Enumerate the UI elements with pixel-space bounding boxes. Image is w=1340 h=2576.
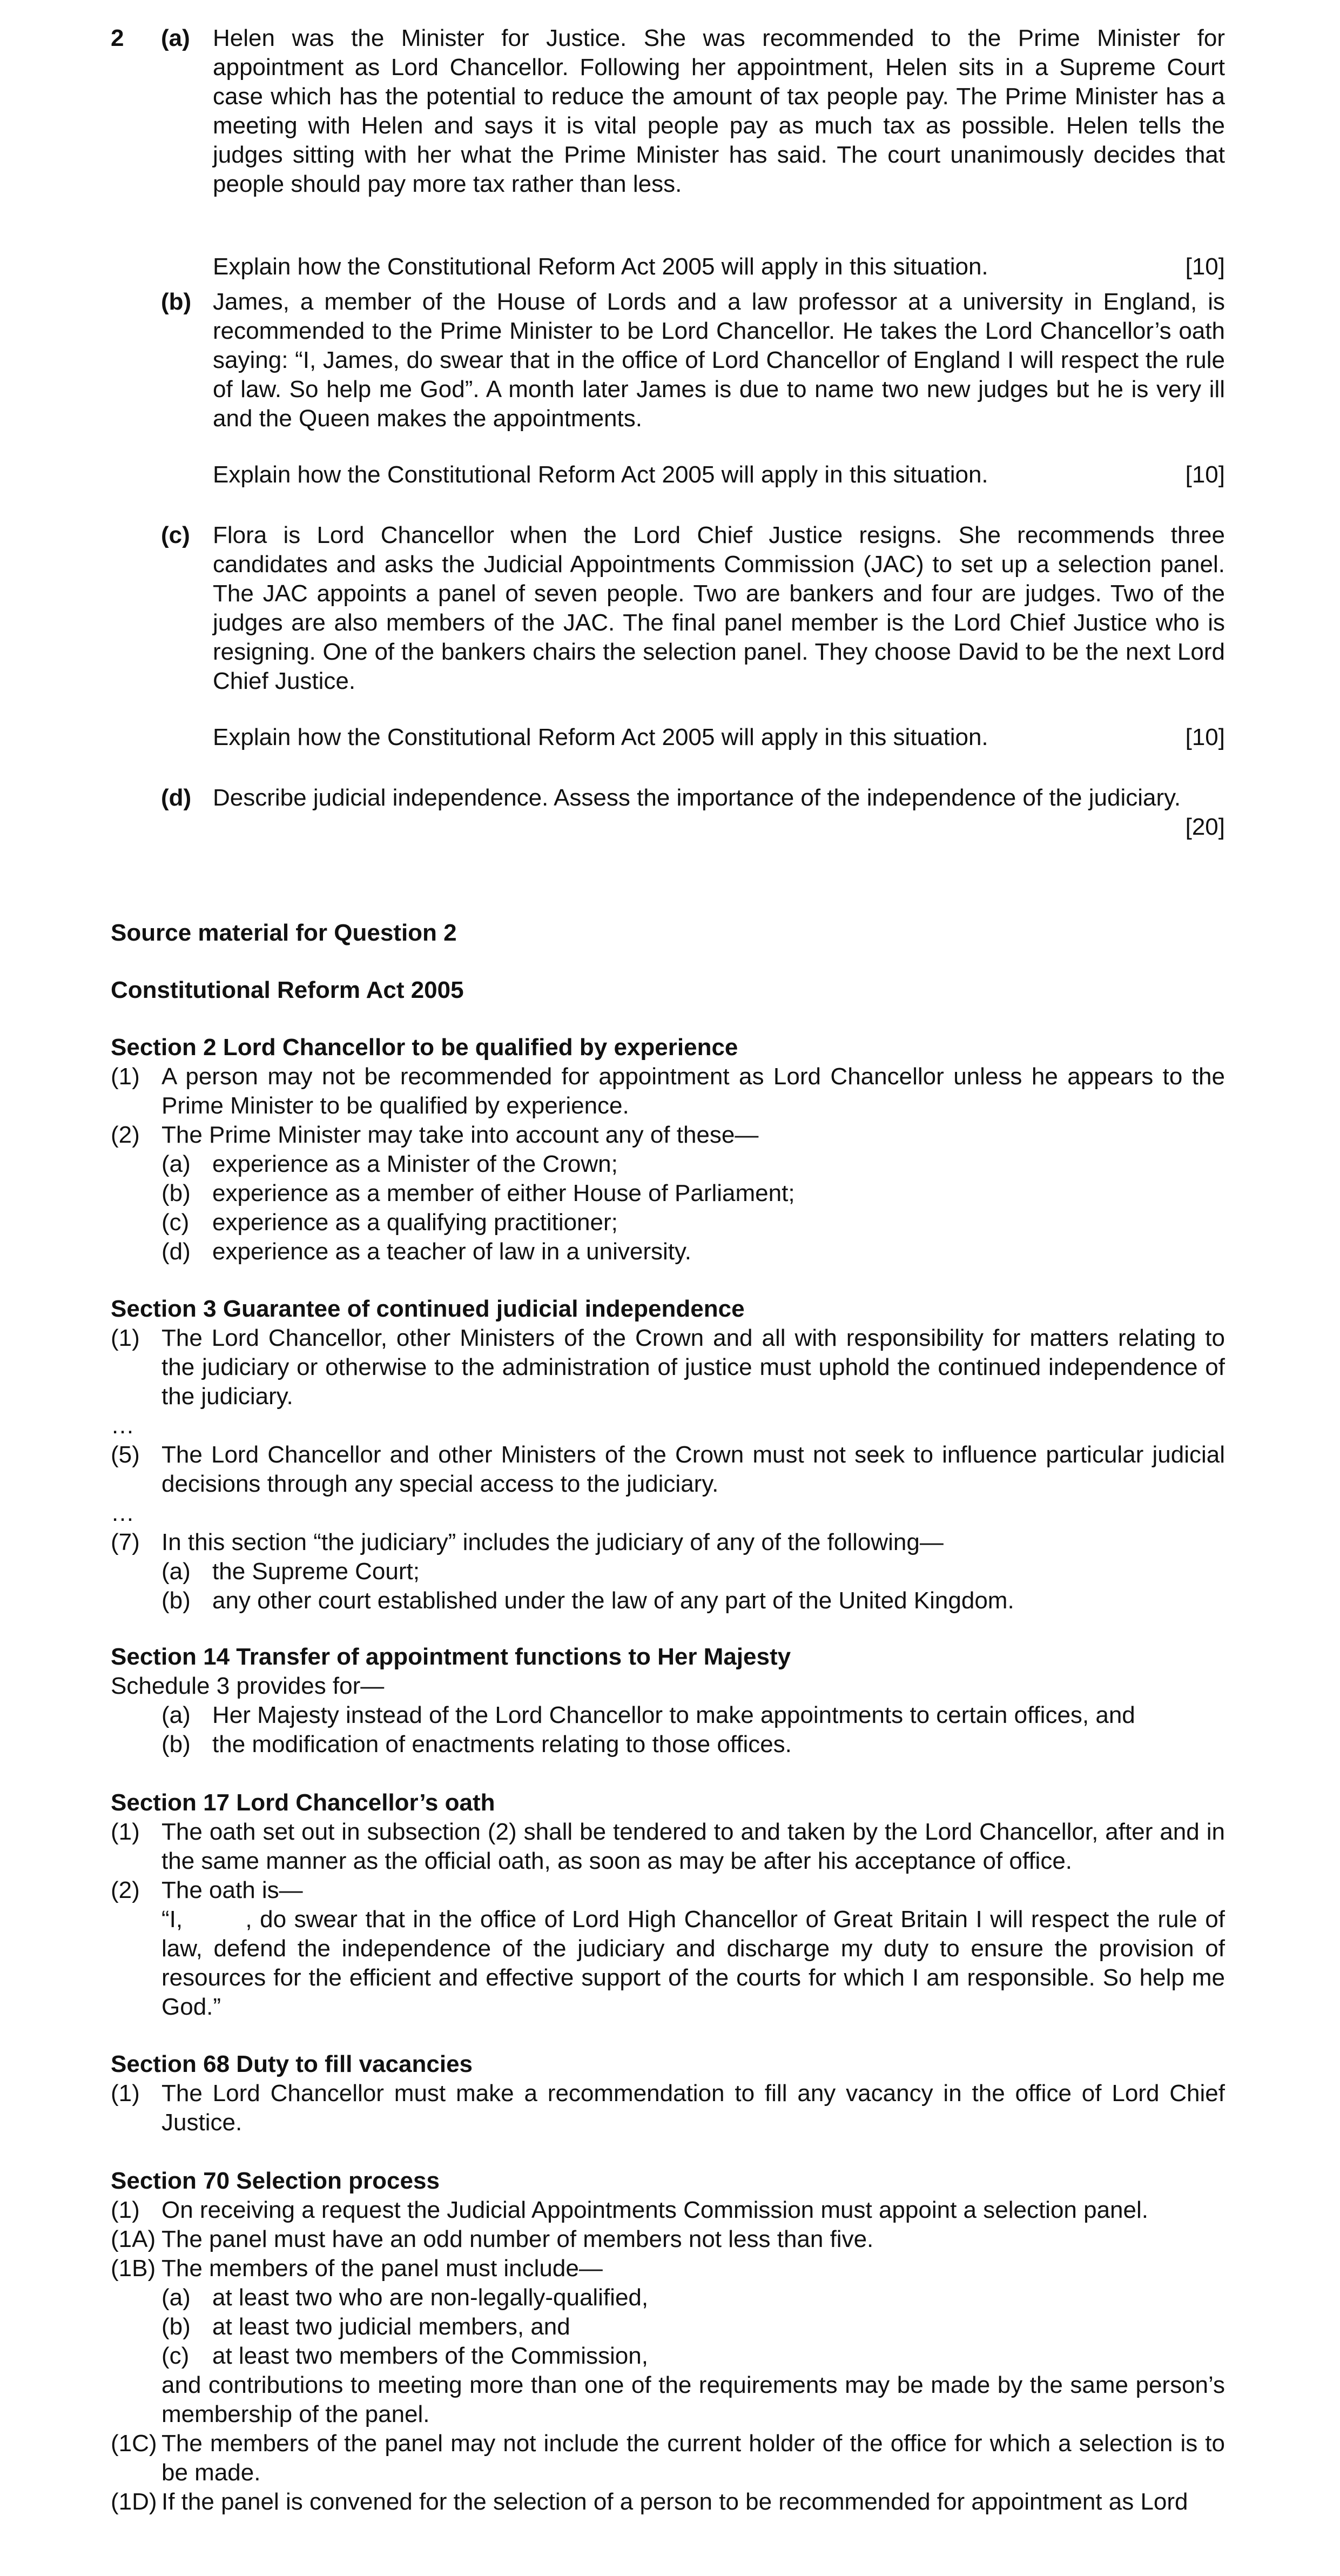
subsection: [111, 1121, 1225, 1150]
list-item: [111, 2283, 1225, 2312]
section-17: [111, 1788, 1232, 2022]
list-item: [111, 2312, 1225, 2342]
list-item: [111, 1208, 1225, 1237]
item-text: experience as a teacher of law in a university.: [212, 1238, 691, 1265]
item-label: (d): [161, 1238, 191, 1265]
instruction-text: Explain how the Constitutional Reform Act 2005 will apply in this situation.: [213, 253, 988, 280]
section-title: Section 3 Guarantee of continued judicial independence: [111, 1296, 745, 1322]
part-label: (b): [161, 289, 192, 315]
question-part-a: [161, 24, 1225, 280]
subsection-text: The oath set out in subsection (2) shall be tendered to and taken by the Lord Chancellor, after and in the same manner as the official oath, as soon as may be after his acceptance of office.: [161, 1819, 1225, 1874]
part-label: (d): [161, 784, 192, 811]
part-text: Helen was the Minister for Justice. She was recommended to the Prime Minister for appointment as Lord Chancellor. Following her appointment, Helen sits in a Supreme Court case which has the potential to reduce the amount of tax people pay. The Prime Minister has a meeting with Helen and says it is vital people pay as much tax as possible. Helen tells the judges sitting with her what the Prime Minister has said. The court unanimously decides that people should pay more tax rather than less.: [213, 25, 1225, 197]
item-label: (a): [161, 1558, 191, 1585]
subsection-number: (2): [111, 1122, 140, 1148]
part-instruction: [213, 252, 1225, 281]
item-label: (b): [161, 1587, 191, 1614]
item-label: (a): [161, 1151, 191, 1177]
subsection: [111, 1324, 1225, 1411]
instruction-text: Explain how the Constitutional Reform Act 2005 will apply in this situation.: [213, 461, 988, 488]
subsection-text: On receiving a request the Judicial Appointments Commission must appoint a selection panel.: [161, 2197, 1148, 2223]
item-text: experience as a Minister of the Crown;: [212, 1151, 618, 1177]
subsection: [111, 1440, 1225, 1499]
part-label: (c): [161, 522, 190, 548]
subsection: [111, 2487, 1225, 2517]
section-3: [111, 1294, 1225, 1615]
ellipsis: …: [111, 1412, 134, 1439]
section-14: [111, 1642, 1225, 1759]
part-text: James, a member of the House of Lords and a law professor at a university in England, is recommended to the Prime Minister to be Lord Chancellor. He takes the Lord Chancellor’s oath saying: “I, James, do swear that in the office of Lord Chancellor of England I will respect the rule of law. So help me God”. A month later James is due to name two new judges but he is very ill and the Queen makes the appointments.: [213, 289, 1225, 432]
subsection-text: If the panel is convened for the selection of a person to be recommended for appointment as Lord: [161, 2488, 1188, 2515]
marks: [10]: [1185, 253, 1225, 280]
subsection-text: The Lord Chancellor and other Ministers of the Crown must not seek to influence particular judicial decisions through any special access to the judiciary.: [161, 1441, 1225, 1497]
subsection-text: In this section “the judiciary” includes the judiciary of any of the following—: [161, 1529, 944, 1555]
list-item: [111, 1179, 1225, 1208]
item-text: experience as a qualifying practitioner;: [212, 1209, 618, 1236]
subsection: [111, 1876, 1225, 1905]
subsection-text: The members of the panel must include—: [161, 2255, 603, 2282]
item-text: experience as a member of either House of Parliament;: [212, 1180, 795, 1206]
marks: [10]: [1185, 724, 1225, 750]
subsection-number: (1A): [111, 2226, 156, 2252]
subsection-number: (1): [111, 2197, 140, 2223]
item-text: at least two who are non-legally-qualified,: [212, 2284, 649, 2311]
subsection: [111, 2196, 1225, 2225]
subsection-number: (1B): [111, 2255, 156, 2282]
subsection-number: (1): [111, 2080, 140, 2107]
marks: [10]: [1185, 461, 1225, 488]
item-text: any other court established under the law of any part of the United Kingdom.: [212, 1587, 1014, 1614]
section-title: Section 14 Transfer of appointment functions to Her Majesty: [111, 1643, 791, 1670]
section-title: Section 17 Lord Chancellor’s oath: [111, 1789, 495, 1816]
source-heading: Source material for Question 2: [111, 920, 457, 946]
question-number: 2: [111, 25, 124, 51]
subsection-text: The members of the panel may not include the current holder of the office for which a selection is to be made.: [161, 2430, 1225, 2486]
part-instruction: [213, 460, 1225, 489]
list-item: [111, 1701, 1225, 1730]
section-2: [111, 1033, 1225, 1266]
item-text: at least two judicial members, and: [212, 2313, 570, 2340]
item-text: Her Majesty instead of the Lord Chancellor to make appointments to certain offices, and: [212, 1702, 1135, 1728]
subsection-number: (1D): [111, 2488, 157, 2515]
subsection: [111, 2254, 1225, 2283]
list-item: [111, 2342, 1225, 2371]
item-text: at least two members of the Commission,: [212, 2343, 648, 2369]
instruction-text: Explain how the Constitutional Reform Act 2005 will apply in this situation.: [213, 724, 988, 750]
act-title: Constitutional Reform Act 2005: [111, 977, 464, 1003]
section-title: Section 70 Selection process: [111, 2168, 440, 2194]
item-text: the modification of enactments relating to those offices.: [212, 1731, 792, 1757]
subsection-number: (1C): [111, 2430, 157, 2457]
subsection: [111, 1528, 1225, 1557]
item-label: (b): [161, 1180, 191, 1206]
item-label: (a): [161, 2284, 191, 2311]
subsection-number: (1): [111, 1325, 140, 1351]
subsection-number: (7): [111, 1529, 140, 1555]
subsection-text: The Prime Minister may take into account any of these—: [161, 1122, 759, 1148]
ellipsis: …: [111, 1500, 134, 1526]
item-label: (c): [161, 1209, 190, 1236]
part-text: Flora is Lord Chancellor when the Lord Chief Justice resigns. She recommends three candidates and asks the Judicial Appointments Commission (JAC) to set up a selection panel. The JAC appoints a panel of seven people. Two are bankers and four are judges. Two of the judges are also members of the JAC. The final panel member is the Lord Chief Justice who is resigning. One of the bankers chairs the selection panel. They choose David to be the next Lord Chief Justice.: [213, 522, 1225, 694]
item-label: (b): [161, 1731, 191, 1757]
subsection-text: The Lord Chancellor, other Ministers of the Crown and all with responsibility for matters relating to the judiciary or otherwise to the administration of justice must uphold the continued independence of the judiciary.: [161, 1325, 1225, 1410]
subsection: [111, 1817, 1225, 1876]
list-item: [111, 1150, 1225, 1179]
subsection-text: The oath is—: [161, 1877, 303, 1903]
item-label: (c): [161, 2343, 190, 2369]
marks: [20]: [1185, 814, 1225, 840]
subsection-text: The panel must have an odd number of members not less than five.: [161, 2226, 874, 2252]
part-label: (a): [161, 25, 190, 51]
part-text: Describe judicial independence. Assess the importance of the independence of the judiciary.: [213, 784, 1181, 811]
subsection: [111, 1062, 1225, 1121]
item-text: the Supreme Court;: [212, 1558, 420, 1585]
subsection: [111, 2079, 1225, 2137]
subsection-number: (2): [111, 1877, 140, 1903]
part-instruction: [213, 723, 1225, 752]
section-68: [111, 2050, 1225, 2137]
subsection-text: A person may not be recommended for appointment as Lord Chancellor unless he appears to the Prime Minister to be qualified by experience.: [161, 1063, 1225, 1119]
oath-text: “I, , do swear that in the office of Lord High Chancellor of Great Britain I will respect the rule of law, defend the independence of the judiciary and discharge my duty to ensure the provision of resources for the efficient and effective support of the courts for which I am responsible. So help me God.”: [161, 1906, 1232, 2020]
section-title: Section 2 Lord Chancellor to be qualified by experience: [111, 1034, 738, 1061]
subsection: [111, 2429, 1225, 2487]
list-item: [111, 1237, 1225, 1266]
subsection-number: (5): [111, 1441, 140, 1468]
subsection-number: (1): [111, 1819, 140, 1845]
continuation-text: and contributions to meeting more than one of the requirements may be made by the same person’s membership of the panel.: [161, 2372, 1225, 2427]
list-item: [111, 1557, 1225, 1586]
subsection-text: The Lord Chancellor must make a recommendation to fill any vacancy in the office of Lord Chief Justice.: [161, 2080, 1225, 2136]
subsection: [111, 2225, 1225, 2254]
section-intro: Schedule 3 provides for—: [111, 1673, 385, 1699]
section-70: [111, 2166, 1225, 2517]
subsection-number: (1): [111, 1063, 140, 1090]
item-label: (b): [161, 2313, 191, 2340]
list-item: [111, 1730, 1225, 1759]
section-title: Section 68 Duty to fill vacancies: [111, 2051, 473, 2077]
item-label: (a): [161, 1702, 191, 1728]
list-item: [111, 1586, 1225, 1615]
